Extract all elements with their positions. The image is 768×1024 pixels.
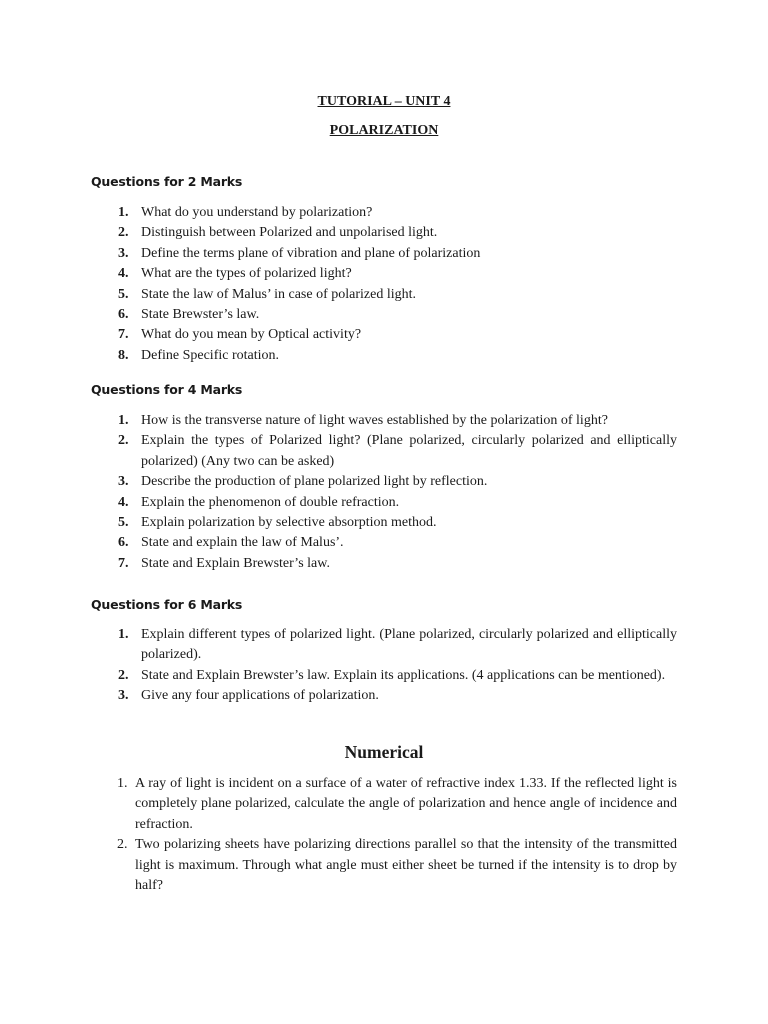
item-number: 2. bbox=[118, 433, 129, 449]
numerical-list bbox=[0, 774, 677, 896]
item-text: State the law of Malus’ in case of polarized light. bbox=[141, 286, 416, 302]
list-item bbox=[0, 533, 677, 553]
item-text: What are the types of polarized light? bbox=[141, 266, 352, 282]
list-item bbox=[0, 472, 677, 492]
section-heading-4-marks: Questions for 4 Marks bbox=[91, 382, 243, 397]
section-heading-6-marks: Questions for 6 Marks bbox=[91, 597, 243, 612]
list-item bbox=[0, 244, 677, 264]
item-number: 5. bbox=[118, 515, 129, 531]
item-text: State and explain the law of Malus’. bbox=[141, 535, 344, 551]
list-item bbox=[0, 835, 677, 896]
item-number: 3. bbox=[118, 474, 129, 490]
item-text: What do you understand by polarization? bbox=[141, 205, 373, 220]
item-number: 6. bbox=[118, 307, 129, 323]
item-text: Explain the phenomenon of double refraction. bbox=[141, 494, 400, 510]
item-number: 4. bbox=[118, 266, 129, 282]
item-number: 2. bbox=[117, 837, 128, 853]
item-text: What do you mean by Optical activity? bbox=[141, 327, 362, 343]
list-item bbox=[0, 774, 677, 835]
list-item bbox=[0, 411, 677, 431]
list-item bbox=[0, 686, 677, 706]
page-title: TUTORIAL – UNIT 4 bbox=[317, 94, 451, 109]
item-text: Explain different types of polarized light. (Plane polarized, circularly polarized and elliptically polarized). bbox=[141, 627, 677, 663]
item-text: Explain polarization by selective absorption method. bbox=[141, 515, 437, 531]
item-number: 2. bbox=[118, 225, 129, 241]
item-number: 3. bbox=[118, 245, 129, 261]
item-text: Distinguish between Polarized and unpolarised light. bbox=[141, 225, 438, 241]
item-text: How is the transverse nature of light waves established by the polarization of light? bbox=[141, 413, 608, 428]
item-number: 5. bbox=[118, 286, 129, 302]
list-item bbox=[0, 203, 677, 223]
list-item bbox=[0, 223, 677, 243]
item-text: State Brewster’s law. bbox=[141, 307, 260, 323]
list-item bbox=[0, 285, 677, 305]
list-item bbox=[0, 625, 677, 666]
item-text: Give any four applications of polarization. bbox=[141, 688, 379, 704]
question-list-4-marks bbox=[0, 411, 677, 574]
list-item bbox=[0, 346, 677, 366]
item-text: Describe the production of plane polarized light by reflection. bbox=[141, 474, 488, 490]
item-text: Two polarizing sheets have polarizing directions parallel so that the intensity of the transmitted light is maximum. Through what angle must either sheet be turned if the intensity is to drop by half? bbox=[135, 837, 677, 894]
section-heading-2-marks: Questions for 2 Marks bbox=[91, 174, 243, 189]
item-text: Explain the types of Polarized light? (Plane polarized, circularly polarized and elliptically polarized) (Any two can be asked) bbox=[141, 433, 677, 469]
list-item bbox=[0, 554, 677, 574]
list-item bbox=[0, 264, 677, 284]
item-number: 3. bbox=[118, 688, 129, 704]
item-number: 7. bbox=[118, 555, 129, 571]
item-number: 1. bbox=[118, 627, 129, 642]
list-item bbox=[0, 325, 677, 345]
page-subtitle: POLARIZATION bbox=[329, 123, 439, 138]
item-text: Define Specific rotation. bbox=[141, 347, 280, 363]
item-number: 1. bbox=[118, 205, 129, 220]
list-item bbox=[0, 513, 677, 533]
question-list-6-marks bbox=[0, 625, 677, 707]
item-number: 1. bbox=[118, 413, 129, 428]
item-text: A ray of light is incident on a surface of a water of refractive index 1.33. If the reflected light is completely plane polarized, calculate the angle of polarization and hence angle of incidence and refraction. bbox=[135, 776, 677, 832]
question-list-2-marks bbox=[0, 203, 677, 366]
list-item bbox=[0, 305, 677, 325]
item-text: State and Explain Brewster’s law. bbox=[141, 555, 330, 571]
item-number: 8. bbox=[118, 347, 129, 363]
list-item bbox=[0, 493, 677, 513]
item-number: 4. bbox=[118, 494, 129, 510]
list-item bbox=[0, 666, 677, 686]
item-number: 1. bbox=[117, 776, 128, 791]
numerical-heading: Numerical bbox=[344, 742, 424, 762]
item-text: State and Explain Brewster’s law. Explain its applications. (4 applications can be mentioned). bbox=[141, 667, 666, 683]
list-item bbox=[0, 431, 677, 472]
item-number: 7. bbox=[118, 327, 129, 343]
item-number: 2. bbox=[118, 667, 129, 683]
item-text: Define the terms plane of vibration and plane of polarization bbox=[141, 245, 481, 261]
item-number: 6. bbox=[118, 535, 129, 551]
